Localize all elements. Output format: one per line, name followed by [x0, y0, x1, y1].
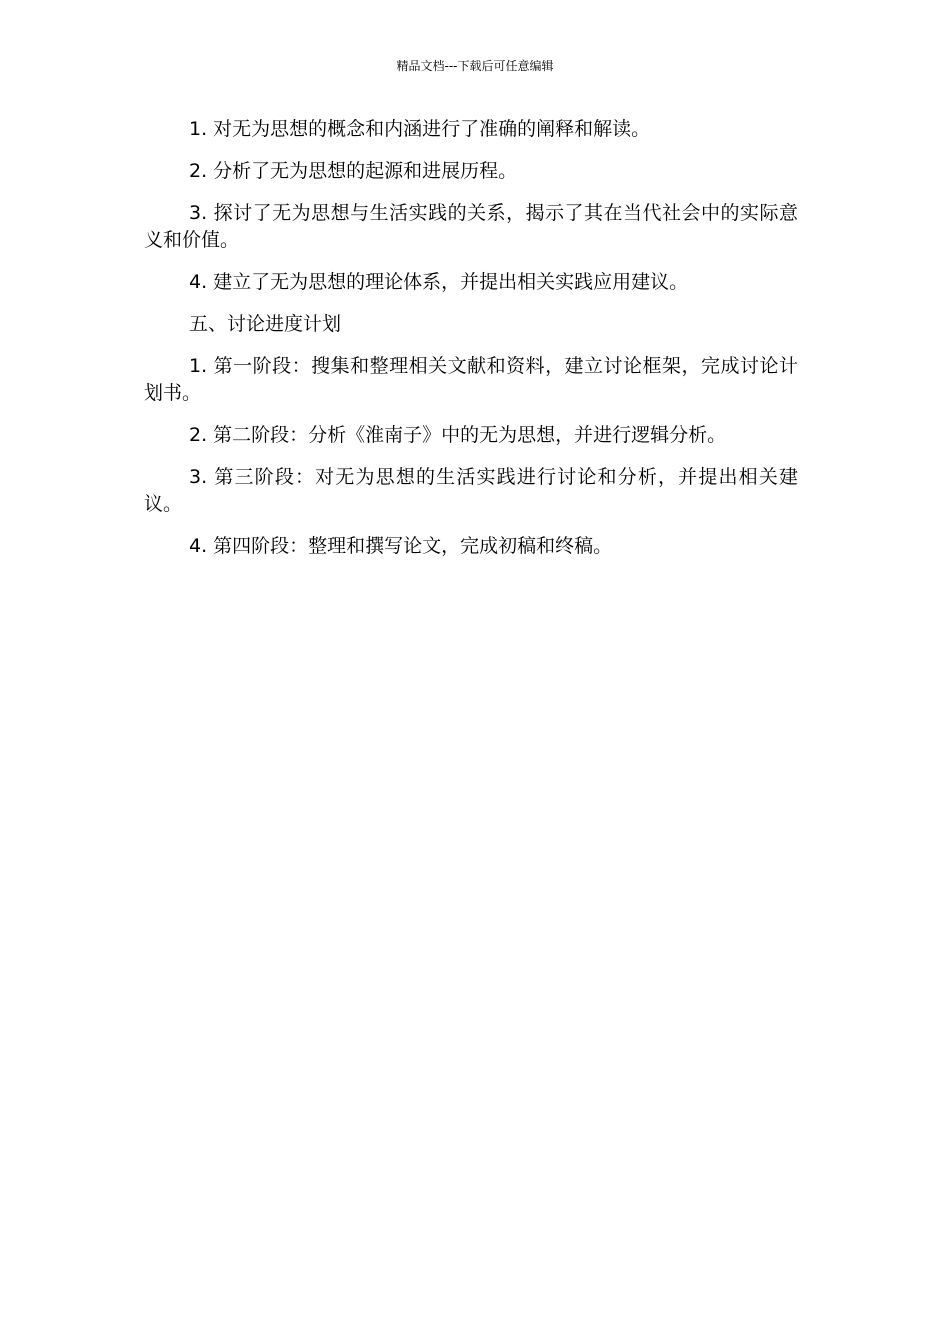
paragraph-stage-3: 3. 第三阶段：对无为思想的生活实践进行讨论和分析，并提出相关建议。 [144, 466, 798, 515]
document-body [144, 116, 798, 575]
paragraph-result-4: 4. 建立了无为思想的理论体系，并提出相关实践应用建议。 [189, 271, 689, 293]
section-heading-schedule: 五、讨论进度计划 [189, 313, 342, 335]
paragraph-stage-2: 2. 第二阶段：分析《淮南子》中的无为思想，并进行逻辑分析。 [189, 424, 727, 446]
paragraph-stage-1: 1. 第一阶段：搜集和整理相关文献和资料，建立讨论框架，完成讨论计划书。 [144, 355, 798, 404]
paragraph-result-3: 3. 探讨了无为思想与生活实践的关系，揭示了其在当代社会中的实际意义和价值。 [144, 202, 798, 251]
page-header: 精品文档---下载后可任意编辑 [396, 59, 554, 73]
paragraph-stage-4: 4. 第四阶段：整理和撰写论文，完成初稿和终稿。 [189, 535, 613, 557]
paragraph-result-1: 1. 对无为思想的概念和内涵进行了准确的阐释和解读。 [189, 118, 651, 140]
paragraph-result-2: 2. 分析了无为思想的起源和进展历程。 [189, 160, 518, 182]
